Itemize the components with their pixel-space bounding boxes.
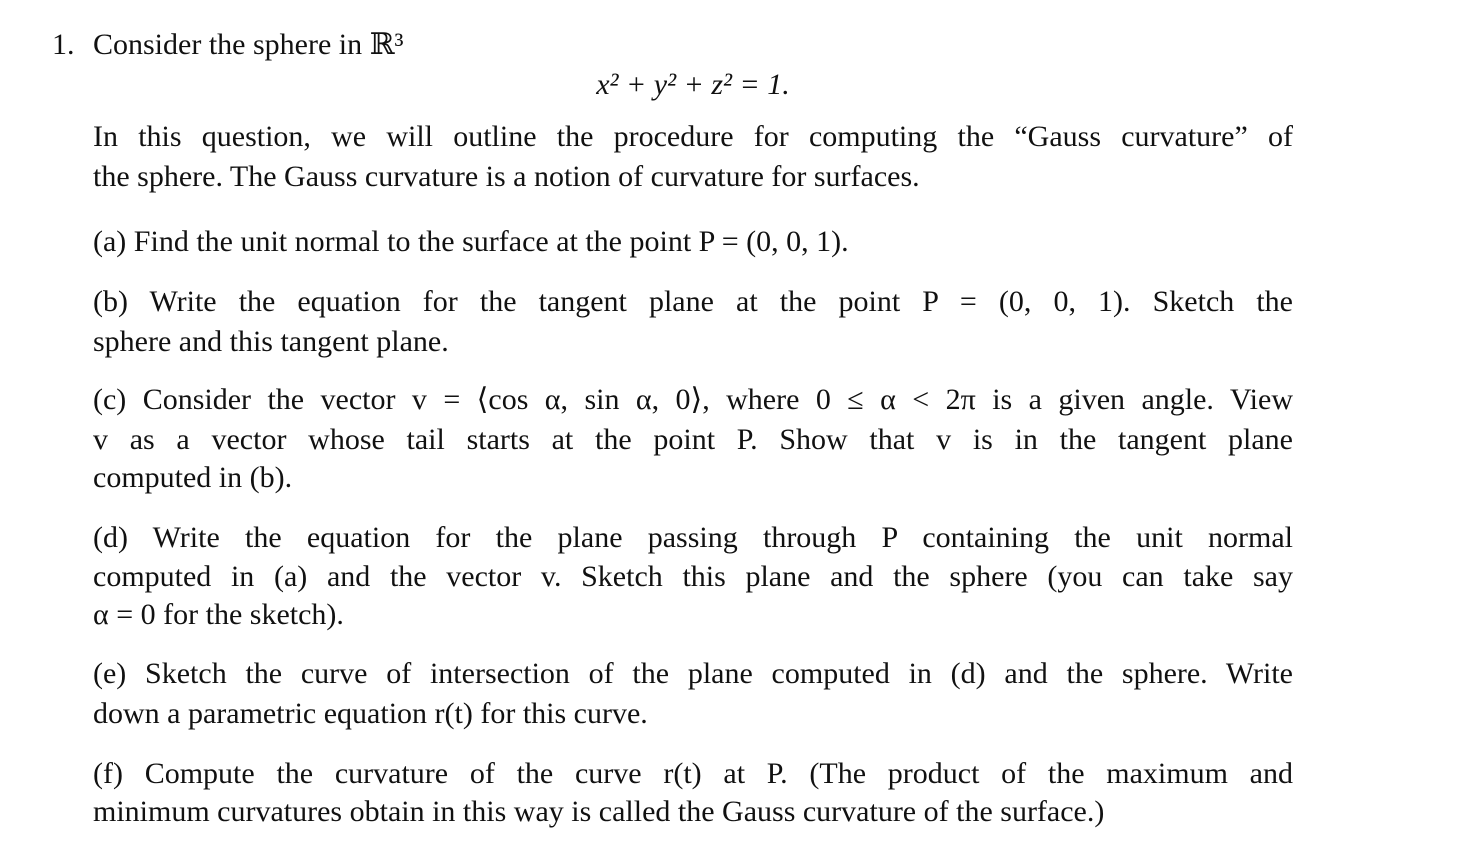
part-f-line-2: minimum curvatures obtain in this way is called the Gauss curvature of the surface.) — [93, 795, 1105, 828]
part-a-line-1: (a) Find the unit normal to the surface at the point P = (0, 0, 1). — [93, 225, 849, 258]
part-d-line-2: computed in (a) and the vector v. Sketch this plane and the sphere (you can take say — [93, 560, 1293, 593]
problem-intro: Consider the sphere in ℝ³ — [93, 28, 404, 61]
part-c-line-1: (c) Consider the vector v = ⟨cos α, sin α, 0⟩, where 0 ≤ α < 2π is a given angle. View — [93, 383, 1293, 416]
sphere-equation: x² + y² + z² = 1. — [596, 68, 790, 101]
part-e-line-1: (e) Sketch the curve of intersection of the plane computed in (d) and the sphere. Write — [93, 657, 1293, 690]
problem-number: 1. — [52, 28, 75, 61]
part-b-line-1: (b) Write the equation for the tangent plane at the point P = (0, 0, 1). Sketch the — [93, 285, 1293, 318]
part-d-line-1: (d) Write the equation for the plane passing through P containing the unit normal — [93, 521, 1293, 554]
part-f-line-1: (f) Compute the curvature of the curve r(t) at P. (The product of the maximum and — [93, 757, 1293, 790]
part-c-line-2: v as a vector whose tail starts at the point P. Show that v is in the tangent plane — [93, 423, 1293, 456]
description-line-2: the sphere. The Gauss curvature is a notion of curvature for surfaces. — [93, 160, 920, 193]
description-line-1: In this question, we will outline the procedure for computing the “Gauss curvature” of — [93, 120, 1293, 153]
part-e-line-2: down a parametric equation r(t) for this curve. — [93, 697, 648, 730]
part-b-line-2: sphere and this tangent plane. — [93, 325, 449, 358]
part-d-line-3: α = 0 for the sketch). — [93, 598, 344, 631]
part-c-line-3: computed in (b). — [93, 461, 293, 494]
